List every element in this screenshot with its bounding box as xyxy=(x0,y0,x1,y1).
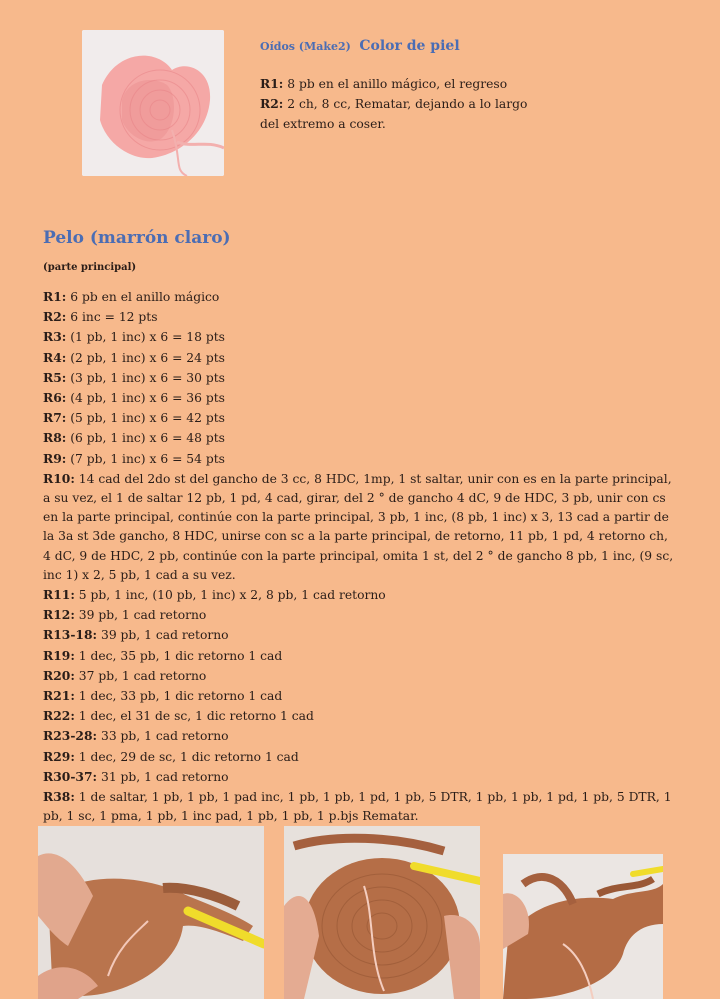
hair-row xyxy=(43,666,679,686)
row-text: 1 de saltar, 1 pb, 1 pb, 1 pad inc, 1 pb, 1 pb, 1 pd, 1 pb, 5 DTR, 1 pb, 1 pb, 1 pd, 1 pb, 5 DTR, 1 pb, 1 sc, 1 pma, 1 pb, 1 inc pad, 1 pb, 1 pb, 1 p.bjs Rematar. xyxy=(43,790,672,824)
row-key: R11: xyxy=(43,587,75,603)
hair-row xyxy=(43,625,679,645)
row-key: R38: xyxy=(43,789,75,805)
photo-strip xyxy=(0,826,720,999)
progress-photo-1-art xyxy=(38,826,264,999)
ear-photo xyxy=(82,30,224,176)
hair-row xyxy=(43,469,679,585)
row-text: 1 dec, 35 pb, 1 dic retorno 1 cad xyxy=(74,648,283,663)
hair-row xyxy=(43,428,679,448)
ears-row xyxy=(260,74,680,94)
row-key: R3: xyxy=(43,329,67,345)
hair-row xyxy=(43,449,679,469)
hair-row xyxy=(43,388,679,408)
progress-photo-2-art xyxy=(284,826,480,999)
row-key: R20: xyxy=(43,667,75,683)
row-text: (5 pb, 1 inc) x 6 = 42 pts xyxy=(66,411,225,426)
ears-instructions xyxy=(260,74,680,134)
row-key: R19: xyxy=(43,647,75,663)
row-text: del extremo a coser. xyxy=(260,117,386,131)
row-key: R2: xyxy=(43,309,67,325)
ears-heading xyxy=(260,38,690,54)
hair-row xyxy=(43,287,679,307)
ears-row xyxy=(260,94,680,114)
row-text: 6 pb en el anillo mágico xyxy=(66,290,220,304)
row-text: 1 dec, 29 de sc, 1 dic retorno 1 cad xyxy=(74,749,299,764)
row-text: (4 pb, 1 inc) x 6 = 36 pts xyxy=(66,391,225,406)
hair-row xyxy=(43,605,679,625)
ears-heading-color: Color de piel xyxy=(359,38,460,54)
row-text: 6 inc = 12 pts xyxy=(66,310,158,325)
row-text: 5 pb, 1 inc, (10 pb, 1 inc) x 2, 8 pb, 1 cad retorno xyxy=(74,588,386,603)
row-key: R5: xyxy=(43,369,67,385)
row-key: R6: xyxy=(43,390,67,406)
hair-row xyxy=(43,408,679,428)
row-key: R29: xyxy=(43,748,75,764)
row-key: R9: xyxy=(43,450,67,466)
hair-row xyxy=(43,348,679,368)
row-key: R30-37: xyxy=(43,768,98,784)
hair-row xyxy=(43,706,679,726)
hair-title: Pelo (marrón claro) xyxy=(43,228,231,248)
row-key: R10: xyxy=(43,470,75,486)
row-text: 39 pb, 1 cad retorno xyxy=(74,608,207,623)
row-key: R8: xyxy=(43,430,67,446)
row-text: (6 pb, 1 inc) x 6 = 48 pts xyxy=(66,431,225,446)
hair-row xyxy=(43,726,679,746)
progress-photo-2 xyxy=(284,826,480,999)
hair-row xyxy=(43,787,679,826)
row-text: 31 pb, 1 cad retorno xyxy=(97,769,229,784)
row-text: (1 pb, 1 inc) x 6 = 18 pts xyxy=(66,330,225,345)
row-text: 1 dec, el 31 de sc, 1 dic retorno 1 cad xyxy=(74,709,314,724)
hair-row xyxy=(43,307,679,327)
ears-heading-part: Oídos (Make2) xyxy=(260,40,351,53)
row-key: R7: xyxy=(43,410,67,426)
row-key: R21: xyxy=(43,688,75,704)
ears-row xyxy=(260,114,680,134)
row-text: (7 pb, 1 inc) x 6 = 54 pts xyxy=(66,451,225,466)
row-key: R22: xyxy=(43,708,75,724)
hair-instructions xyxy=(43,287,679,826)
hair-row xyxy=(43,686,679,706)
ear-photo-art xyxy=(82,30,224,176)
progress-photo-3-art xyxy=(503,854,663,999)
row-text: (3 pb, 1 inc) x 6 = 30 pts xyxy=(66,370,225,385)
row-text: 2 ch, 8 cc, Rematar, dejando a lo largo xyxy=(283,97,528,111)
progress-photo-3 xyxy=(503,854,663,999)
row-text: 1 dec, 33 pb, 1 dic retorno 1 cad xyxy=(74,689,283,704)
row-key: R23-28: xyxy=(43,728,98,744)
row-key: R4: xyxy=(43,349,67,365)
row-text: 33 pb, 1 cad retorno xyxy=(97,729,229,744)
hair-row xyxy=(43,767,679,787)
hair-row xyxy=(43,747,679,767)
row-key: R1: xyxy=(43,289,67,304)
row-text: 14 cad del 2do st del gancho de 3 cc, 8 HDC, 1mp, 1 st saltar, unir con es en la parte principal, a su vez, el 1 de saltar 12 pb, 1 pd, 4 cad, girar, del 2 ° de gancho 4 dC, 9 de HDC, 3 pb, unir con cs en la parte principal, continúe con la parte principal, 3 pb, 1 inc, (8 pb, 1 inc) x 3, 13 cad a partir de la 3a st 3de gancho, 8 HDC, unirse con sc a la parte principal, de retorno, 11 pb, 1 pd, 4 retorno ch, 4 dC, 9 de HDC, 2 pb, continúe con la parte principal, omita 1 st, del 2 ° de gancho 8 pb, 1 inc, (9 sc, inc 1) x 2, 5 pb, 1 cad a su vez. xyxy=(43,471,674,582)
hair-row xyxy=(43,327,679,347)
row-text: (2 pb, 1 inc) x 6 = 24 pts xyxy=(66,350,225,365)
row-key: R13-18: xyxy=(43,627,98,643)
hair-row xyxy=(43,368,679,388)
row-key: R1: xyxy=(260,76,284,91)
row-text: 37 pb, 1 cad retorno xyxy=(74,668,207,683)
progress-photo-1 xyxy=(38,826,264,999)
row-text: 8 pb en el anillo mágico, el regreso xyxy=(283,77,508,91)
row-key: R2: xyxy=(260,96,284,111)
hair-row xyxy=(43,585,679,605)
hair-subtitle: (parte principal) xyxy=(43,262,137,273)
hair-row xyxy=(43,646,679,666)
row-text: 39 pb, 1 cad retorno xyxy=(97,628,229,643)
row-key: R12: xyxy=(43,607,75,623)
